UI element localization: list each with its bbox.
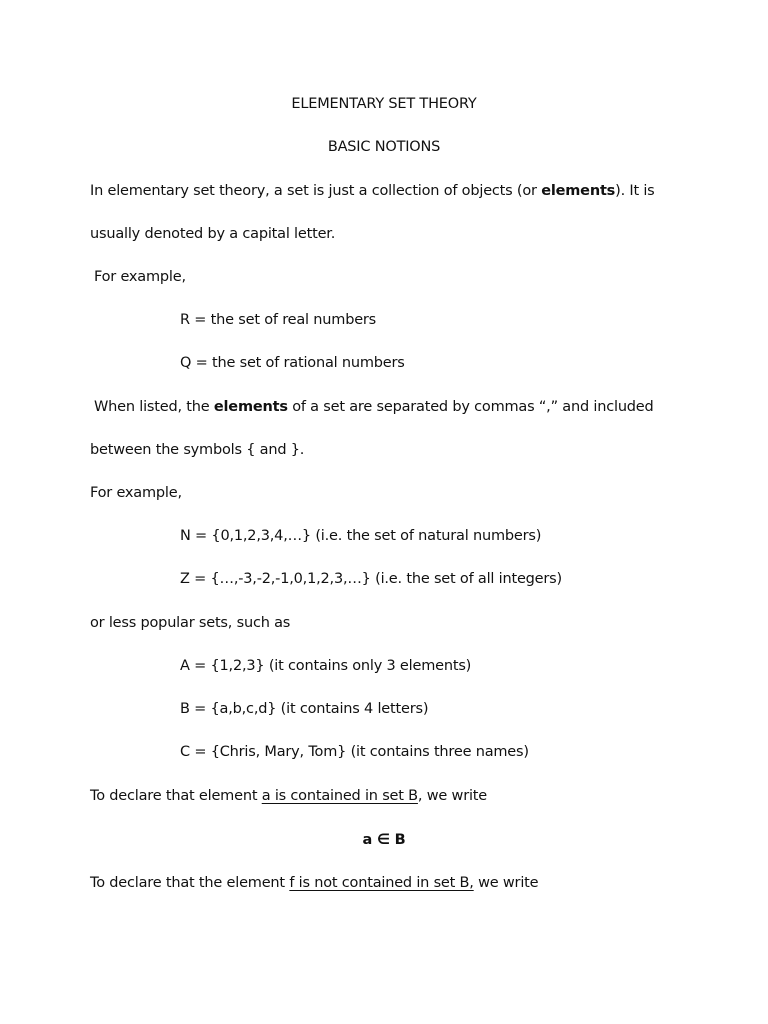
paragraph-intro-line1: [0, 181, 768, 201]
example-set-N: N = {0,1,2,3,4,…} (i.e. the set of natural numbers): [180, 528, 542, 544]
for-example-label: For example,: [94, 269, 186, 285]
text-run: To declare that element: [90, 788, 262, 804]
text-run: of a set are separated by commas “,” and included: [287, 399, 654, 415]
example-set-Z: Z = {…,-3,-2,-1,0,1,2,3,…} (i.e. the set of all integers): [180, 571, 562, 587]
example-set-Q: Q = the set of rational numbers: [180, 355, 405, 371]
example-set-C: C = {Chris, Mary, Tom} (it contains three names): [180, 744, 529, 760]
for-example-label: For example,: [90, 485, 182, 501]
declare-non-membership-line: [0, 873, 768, 893]
text-run: When listed, the: [94, 399, 214, 415]
example-set-A: A = {1,2,3} (it contains only 3 elements): [180, 658, 472, 674]
underlined-phrase: a is contained in set B: [261, 788, 418, 804]
less-popular-label: or less popular sets, such as: [90, 615, 291, 631]
paragraph-intro-line2: usually denoted by a capital letter.: [90, 226, 336, 242]
paragraph-listing-line1: [0, 397, 768, 417]
bold-term-elements: elements: [213, 399, 288, 415]
paragraph-listing-line2: between the symbols { and }.: [90, 442, 305, 458]
text-run: , we write: [417, 788, 487, 804]
text-run: we write: [473, 875, 539, 891]
text-run: To declare that the element: [90, 875, 290, 891]
membership-formula: a ∈ B: [362, 832, 406, 848]
document-subtitle: BASIC NOTIONS: [327, 139, 441, 155]
text-run: ). It is: [615, 183, 655, 199]
example-set-R: R = the set of real numbers: [180, 312, 377, 328]
declare-membership-line: [0, 786, 768, 806]
bold-term-elements: elements: [541, 183, 616, 199]
underlined-phrase: f is not contained in set B,: [289, 875, 474, 891]
example-set-B: B = {a,b,c,d} (it contains 4 letters): [180, 701, 429, 717]
text-run: In elementary set theory, a set is just a collection of objects (or: [90, 183, 542, 199]
document-title: ELEMENTARY SET THEORY: [291, 96, 477, 112]
